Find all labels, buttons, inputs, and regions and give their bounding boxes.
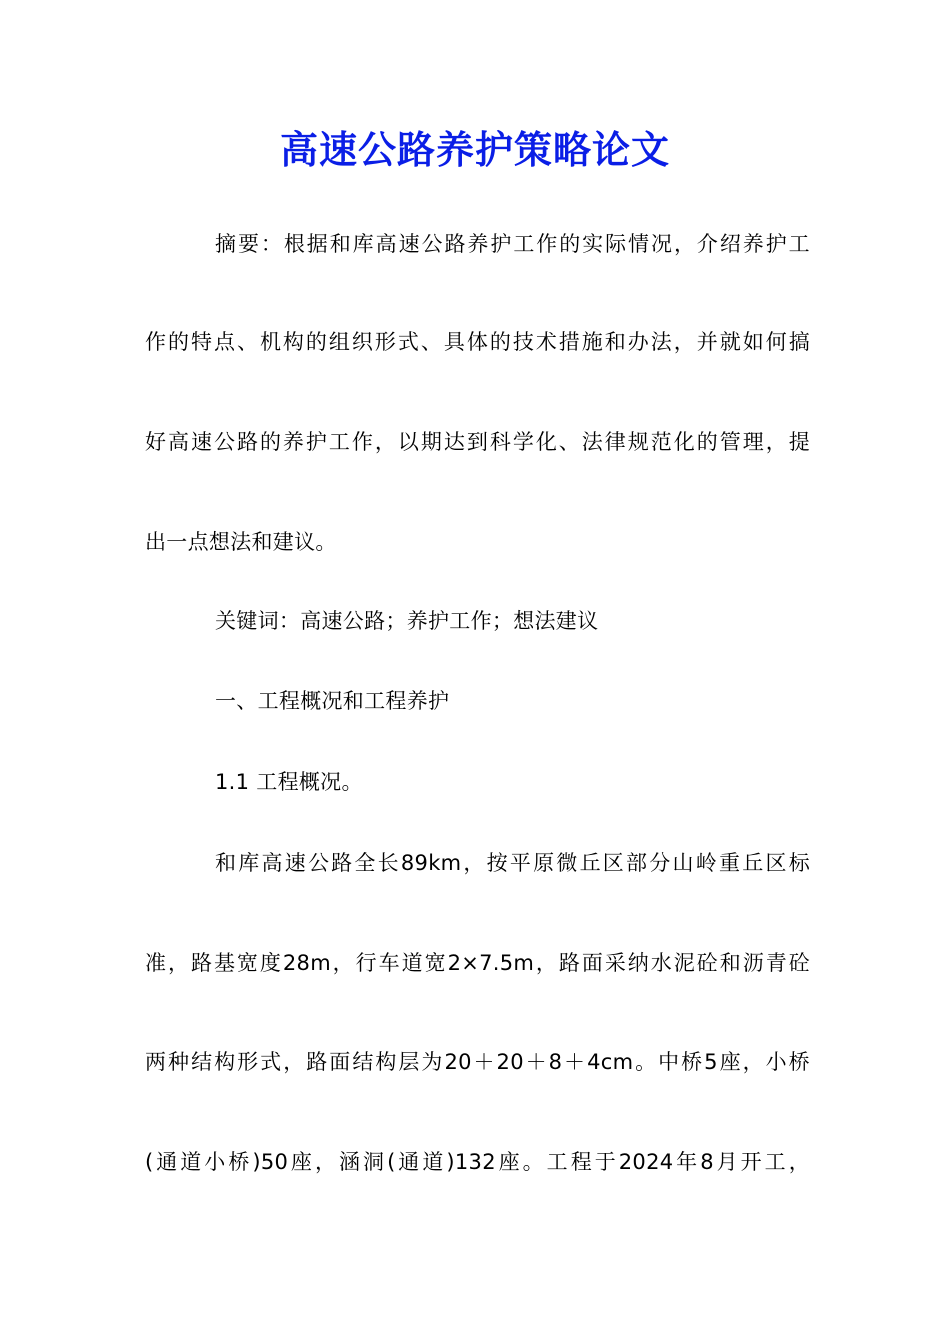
abstract-line-4: 出一点想法和建议。: [145, 530, 337, 554]
keywords-line: 关键词：高速公路；养护工作；想法建议: [215, 609, 599, 633]
abstract-line-3: 好高速公路的养护工作，以期达到科学化、法律规范化的管理，提: [145, 430, 810, 454]
body-line-3: 两种结构形式，路面结构层为20＋20＋8＋4cm。中桥5座，小桥: [145, 1050, 810, 1074]
subsection-heading: 1.1 工程概况。: [215, 770, 363, 794]
body-line-1: 和库高速公路全长89km，按平原微丘区部分山岭重丘区标: [215, 851, 810, 875]
body-line-2: 准，路基宽度28m，行车道宽2×7.5m，路面采纳水泥砼和沥青砼: [145, 951, 810, 975]
abstract-line-1: 摘要：根据和库高速公路养护工作的实际情况，介绍养护工: [215, 232, 810, 256]
body-line-4: (通道小桥)50座，涵洞(通道)132座。工程于2024年8月开工，: [145, 1150, 810, 1174]
abstract-line-2: 作的特点、机构的组织形式、具体的技术措施和办法，并就如何搞: [145, 330, 810, 354]
section-heading: 一、工程概况和工程养护: [215, 689, 450, 713]
document-title: 高速公路养护策略论文: [279, 127, 670, 172]
